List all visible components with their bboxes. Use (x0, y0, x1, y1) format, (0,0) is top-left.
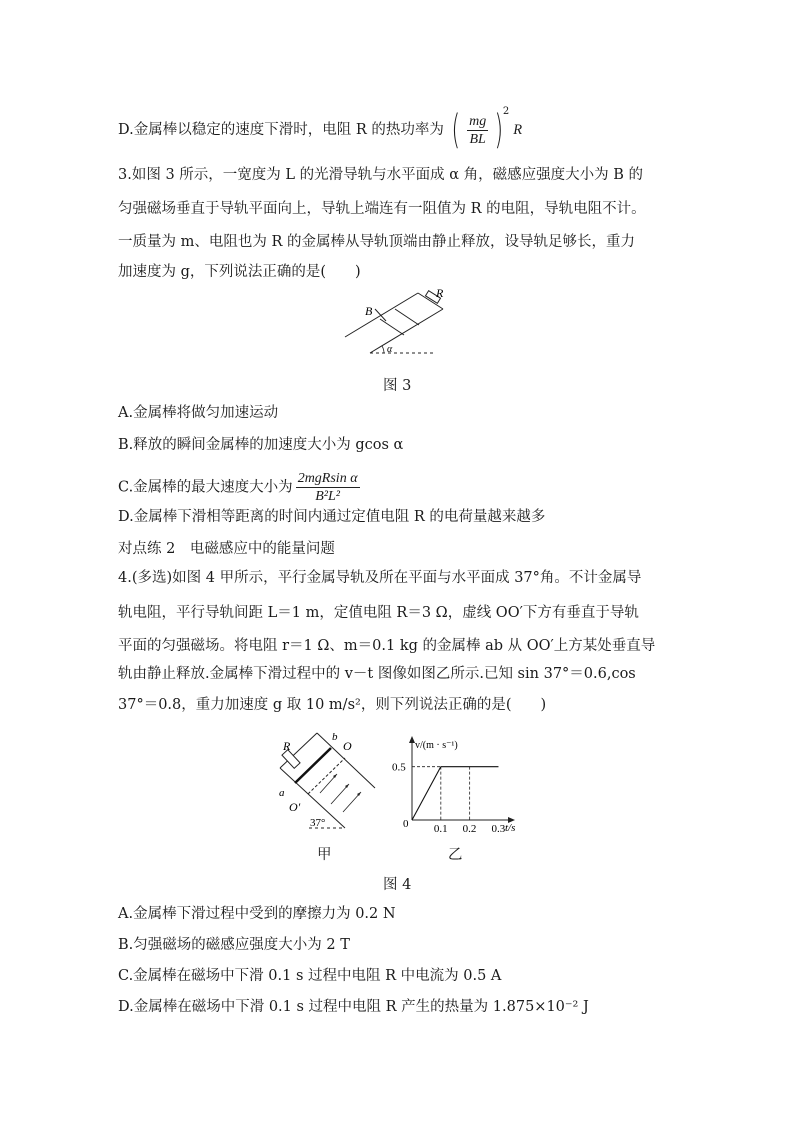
label-b: B (365, 304, 373, 318)
q4-stem-line-5: 37°＝0.8，重力加速度 g 取 10 m/s²，则下列说法正确的是( ) (118, 697, 547, 713)
right-paren: ) (494, 107, 504, 153)
chart-marks (412, 767, 498, 820)
q3-option-a: A.金属棒将做匀加速运动 (118, 405, 279, 421)
figure-4-jia-caption: 甲 (317, 847, 332, 863)
label-r: R (283, 739, 291, 753)
resistor-symbol: R (513, 122, 523, 138)
figure-3-caption: 图 3 (383, 378, 412, 394)
x-tick-label-3: 0.3 (491, 823, 506, 835)
q2-option-d-text: D.金属棒以稳定的速度下滑时，电阻 R 的热功率为 (118, 122, 444, 138)
angle-arc (382, 346, 384, 353)
q3-option-d: D.金属棒下滑相等距离的时间内通过定值电阻 R 的电荷量越来越多 (118, 509, 546, 525)
label-r: R (436, 286, 444, 300)
label-alpha: α (387, 344, 393, 355)
origin-label: 0 (403, 818, 409, 830)
x-tick-label-1: 0.1 (433, 823, 448, 835)
figure-4-yi-caption: 乙 (448, 847, 463, 863)
label-b: b (332, 731, 338, 743)
left-paren: ( (451, 107, 461, 153)
section-heading: 对点练 2 电磁感应中的能量问题 (118, 541, 335, 557)
metal-rod-2 (395, 309, 419, 325)
q4-stem-line-3: 平面的匀强磁场。将电阻 r＝1 Ω、m＝0.1 kg 的金属棒 ab 从 OO′上方某处垂直导 (118, 638, 656, 654)
q4-option-b: B.匀强磁场的磁感应强度大小为 2 T (118, 937, 350, 953)
q3-stem-line-1: 3.如图 3 所示，一宽度为 L 的光滑导轨与水平面成 α 角，磁感应强度大小为 B 的 (118, 167, 644, 183)
fraction-max-velocity: $\frac{\text{2mgRsin α}}{\text{B²L²}}$ (297, 471, 358, 504)
fraction-mg-bl: $\frac{mg}{BL}$ (469, 113, 487, 147)
metal-rod-1 (380, 319, 404, 335)
x-tick-label-2: 0.2 (462, 823, 477, 835)
y-tick-label: 0.5 (392, 761, 406, 774)
series-segment-1 (412, 767, 441, 820)
figure-4-caption: 图 4 (383, 877, 412, 893)
q3-option-b: B.释放的瞬间金属棒的加速度大小为 gcos α (118, 437, 404, 453)
q3-stem-line-3: 一质量为 m、电阻也为 R 的金属棒从导轨顶端由静止释放，设导轨足够长，重力 (118, 234, 635, 250)
q3-stem-line-4: 加速度为 g，下列说法正确的是( ) (118, 264, 361, 280)
label-o: O (343, 739, 352, 753)
label-o-prime: O′ (289, 800, 301, 814)
q4-stem-line-1: 4.(多选)如图 4 甲所示，平行金属导轨及所在平面与水平面成 37°角。不计金属导 (118, 570, 642, 586)
figure-3-incline-rail (340, 285, 450, 360)
q3-option-c-text: C.金属棒的最大速度大小为 (118, 479, 293, 496)
q4-option-c: C.金属棒在磁场中下滑 0.1 s 过程中电阻 R 中电流为 0.5 A (118, 968, 502, 984)
y-axis-label: v/(m · s⁻¹) (415, 740, 458, 751)
label-angle: 37° (310, 817, 326, 829)
x-axis-label: t/s (505, 822, 516, 834)
q4-option-a: A.金属棒下滑过程中受到的摩擦力为 0.2 N (118, 906, 396, 922)
metal-rod-ab (295, 748, 331, 783)
q4-stem-line-4: 轨由静止释放.金属棒下滑过程中的 v－t 图像如图乙所示.已知 sin 37°＝0.6,cos (118, 666, 636, 682)
figure-4-yi-vt-chart (370, 730, 530, 840)
q4-stem-line-2: 轨电阻，平行导轨间距 L＝1 m，定值电阻 R＝3 Ω，虚线 OO′下方有垂直于导轨 (118, 605, 639, 621)
label-a: a (279, 787, 285, 799)
q2-option-d (118, 106, 523, 153)
q4-option-d: D.金属棒在磁场中下滑 0.1 s 过程中电阻 R 产生的热量为 1.875×10⁻² J (118, 999, 589, 1015)
q3-option-c (118, 470, 363, 505)
q3-stem-line-2: 匀强磁场垂直于导轨平面向上，导轨上端连有一阻值为 R 的电阻，导轨电阻不计。 (118, 201, 646, 217)
exponent: 2 (502, 106, 510, 118)
